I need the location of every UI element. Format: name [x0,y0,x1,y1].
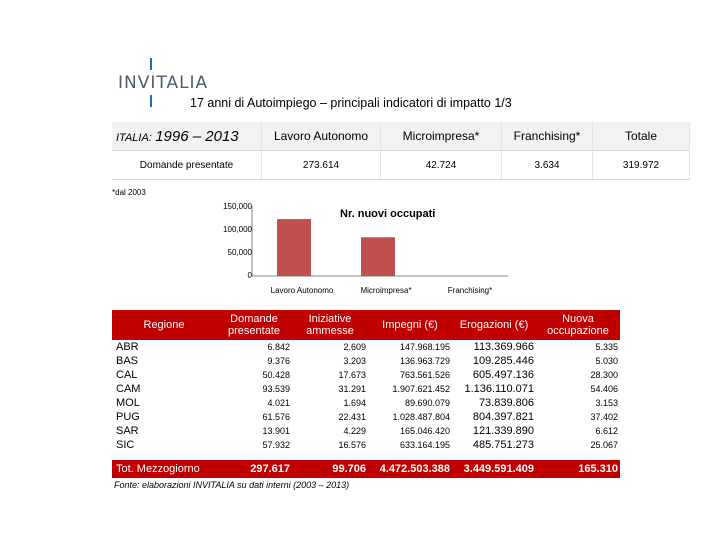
y-tick-label: 150,000 [223,202,252,211]
cell-impegni: 1.907.621.452 [392,384,450,394]
cell-region: CAL [116,369,138,381]
cell-region: ABR [116,341,139,353]
cell-domande: 57.932 [262,440,290,450]
spacer-row [112,452,620,460]
summary-col-franchising: Franchising* [502,122,593,151]
total-row [112,460,620,478]
source-note: Fonte: elaborazioni INVITALIA su dati interni (2003 – 2013) [114,480,350,490]
table-row [112,382,620,396]
summary-table [112,122,690,180]
summary-row-label: Domande presentate [112,151,262,180]
header-impegni: Impegni (€) [368,310,452,340]
footnote: *dal 2003 [112,188,146,197]
bar-chart [250,200,510,280]
cell-occupazione: 54.406 [590,384,618,394]
cell-impegni: 147.968.195 [399,342,450,352]
cell-iniziative: 31.291 [338,384,366,394]
cell-impegni: 89.690.079 [404,398,450,408]
total-iniziative: 99.706 [292,460,368,478]
cell-region: BAS [116,355,139,367]
summary-value-franchising: 3.634 [502,151,593,180]
cell-occupazione: 28.300 [590,370,618,380]
total-erogazioni: 3.449.591.409 [452,460,536,478]
cell-erogazioni: 73.839.806 [478,397,534,409]
cell-erogazioni: 605.497.136 [472,369,534,381]
cell-erogazioni: 113.369.966 [473,341,534,353]
table-row [112,424,620,438]
cell-iniziative: 3.203 [343,356,366,366]
header-nuova-occupazione: Nuova occupazione [536,310,620,340]
total-impegni: 4.472.503.388 [368,460,452,478]
summary-header-row [112,122,690,151]
y-tick-label: 100,000 [223,225,252,234]
table-row [112,368,620,382]
total-label: Tot. Mezzogiorno [112,460,216,478]
cell-impegni: 633.164.195 [399,440,450,450]
summary-col-lavoro: Lavoro Autonomo [262,122,381,151]
cell-erogazioni: 1.136.110.071 [464,383,534,395]
cell-occupazione: 3.153 [595,398,618,408]
header-erogazioni: Erogazioni (€) [452,310,536,340]
cell-occupazione: 5.030 [595,356,618,366]
cell-region: MOL [116,397,140,409]
header-iniziative: Iniziative ammesse [292,310,368,340]
x-tick-label: Microimpresa* [360,286,412,295]
cell-iniziative: 22.431 [338,412,366,422]
regions-header-row [112,310,620,340]
regions-table [112,310,620,478]
bar-0 [277,219,311,276]
summary-label-cell [112,122,262,151]
cell-erogazioni: 804.397.821 [472,411,534,423]
logo-bar-bottom [150,95,152,107]
cell-iniziative: 4.229 [343,426,366,436]
summary-label-years: 1996 – 2013 [155,127,239,145]
total-domande: 297.617 [216,460,292,478]
cell-impegni: 136.963.729 [399,356,450,366]
cell-impegni: 165.046.420 [399,426,450,436]
cell-iniziative: 2.609 [343,342,366,352]
table-row [112,354,620,368]
summary-col-micro: Microimpresa* [381,122,502,151]
cell-impegni: 763.561.526 [399,370,450,380]
summary-data-row [112,151,690,180]
cell-occupazione: 5.335 [595,342,618,352]
x-tick-label: Lavoro Autonomo [270,286,334,295]
cell-region: CAM [116,383,141,395]
y-tick-label: 0 [247,271,252,280]
summary-value-micro: 42.724 [381,151,502,180]
cell-erogazioni: 109.285.446 [472,355,534,367]
cell-domande: 50.428 [262,370,290,380]
cell-occupazione: 37.402 [590,412,618,422]
invitalia-logo: INVITALIA [118,73,209,93]
cell-iniziative: 1.694 [343,398,366,408]
summary-label-prefix: ITALIA: [116,131,152,144]
table-row [112,396,620,410]
cell-erogazioni: 485.751.273 [472,439,534,451]
y-tick-label: 50,000 [227,248,252,257]
cell-occupazione: 6.612 [595,426,618,436]
cell-domande: 4.021 [267,398,290,408]
summary-value-lavoro: 273.614 [262,151,381,180]
summary-col-totale: Totale [593,122,690,151]
table-row [112,438,620,452]
total-occupazione: 165.310 [536,460,620,478]
cell-domande: 13.901 [262,426,290,436]
cell-domande: 6.842 [267,342,290,352]
page-title: 17 anni di Autoimpiego – principali indicatori di impatto 1/3 [190,96,512,110]
header-domande: Domande presentate [216,310,292,340]
x-tick-label: Franchising* [447,286,493,295]
cell-impegni: 1.028.487.804 [392,412,450,422]
table-row [112,410,620,424]
table-row [112,340,620,354]
cell-region: PUG [116,411,140,423]
summary-value-totale: 319.972 [593,151,690,180]
chart-title: Nr. nuovi occupati [340,208,436,220]
header-regione: Regione [112,310,216,340]
cell-domande: 9.376 [267,356,290,366]
cell-erogazioni: 121.339.890 [472,425,534,437]
cell-iniziative: 16.576 [338,440,366,450]
cell-iniziative: 17.673 [338,370,366,380]
cell-domande: 61.576 [262,412,290,422]
cell-occupazione: 25.067 [590,440,618,450]
cell-region: SAR [116,425,139,437]
cell-region: SIC [116,439,135,451]
bar-1 [361,237,395,276]
logo-bar-top [150,58,152,70]
cell-domande: 93.539 [262,384,290,394]
